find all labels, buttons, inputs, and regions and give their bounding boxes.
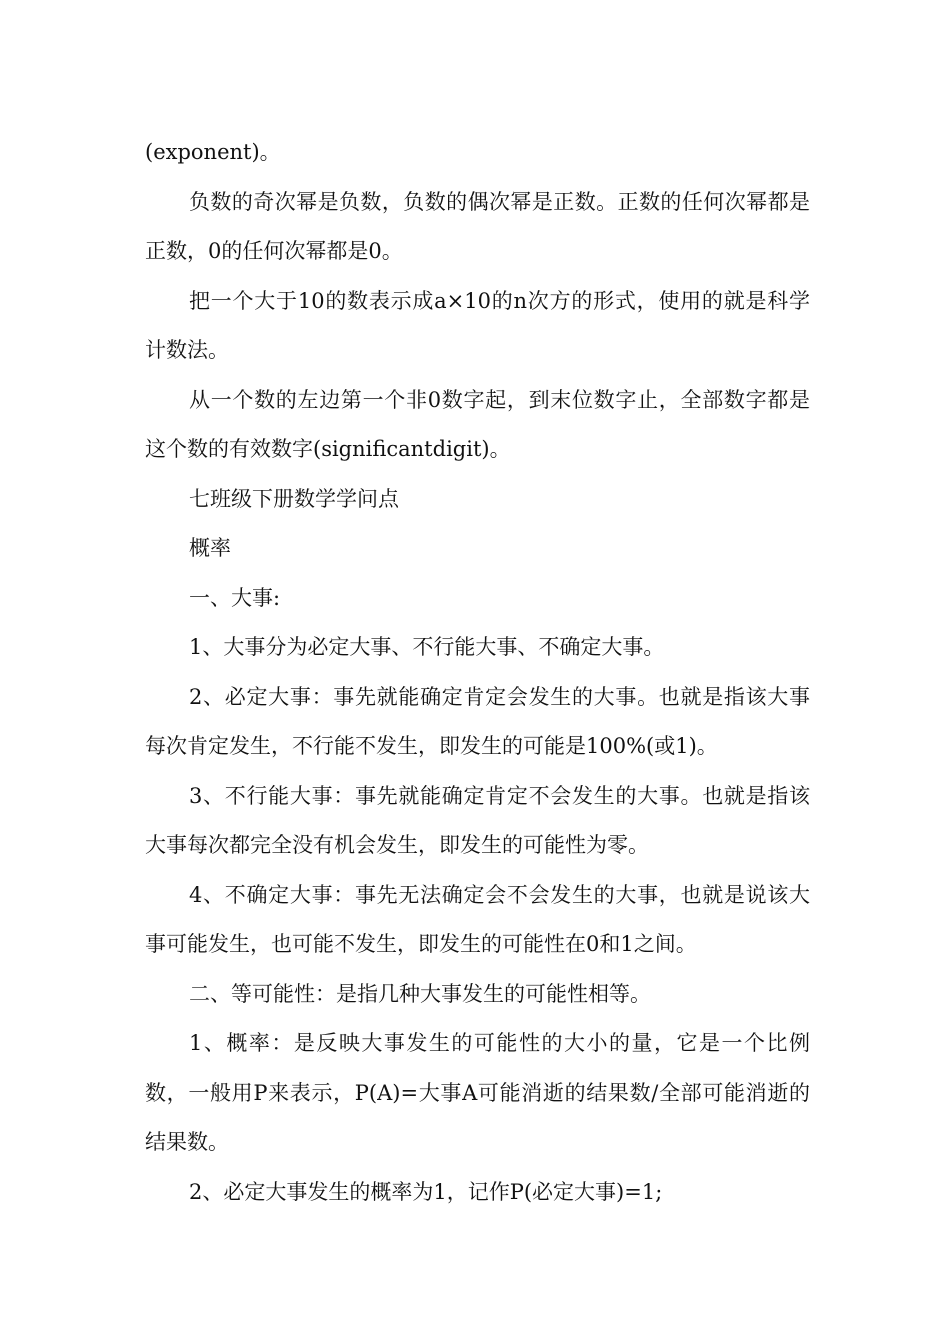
subheading-events: 一、大事: [189,585,281,610]
paragraph-scientific-notation: 把一个大于10的数表示成a×10的n次方的形式，使用的就是科学计数法。 [145,288,810,362]
list-item: 4、不确定大事：事先无法确定会不会发生的大事，也就是说该大事可能发生，也可能不发生，即发生的可能性在0和1之间。 [145,882,810,956]
list-item: 1、概率：是反映大事发生的可能性的大小的量，它是一个比例数，一般用P来表示，P(A)=大事A可能消逝的结果数/全部可能消逝的结果数。 [145,1031,810,1154]
subheading-equal-likelihood: 二、等可能性：是指几种大事发生的可能性相等。 [189,981,651,1006]
paragraph-powers: 负数的奇次幂是负数，负数的偶次幂是正数。正数的任何次幂都是正数，0的任何次幂都是0。 [145,189,810,263]
section-title: 七班级下册数学学问点 [189,486,399,511]
paragraph-significant-digits: 从一个数的左边第一个非0数字起，到末位数字止，全部数字都是这个数的有效数字(significantdigit)。 [145,387,810,461]
list-item: 2、必定大事发生的概率为1，记作P(必定大事)=1; [189,1179,663,1204]
paragraph-continuation: (exponent)。 [145,140,281,164]
section-heading-probability: 概率 [189,536,231,560]
document-body [145,128,810,1217]
list-item: 2、必定大事：事先就能确定肯定会发生的大事。也就是指该大事每次肯定发生，不行能不发生，即发生的可能是100%(或1)。 [145,684,810,758]
list-item: 3、不行能大事：事先就能确定肯定不会发生的大事。也就是指该大事每次都完全没有机会发生，即发生的可能性为零。 [145,783,810,857]
list-item: 1、大事分为必定大事、不行能大事、不确定大事。 [189,635,665,659]
